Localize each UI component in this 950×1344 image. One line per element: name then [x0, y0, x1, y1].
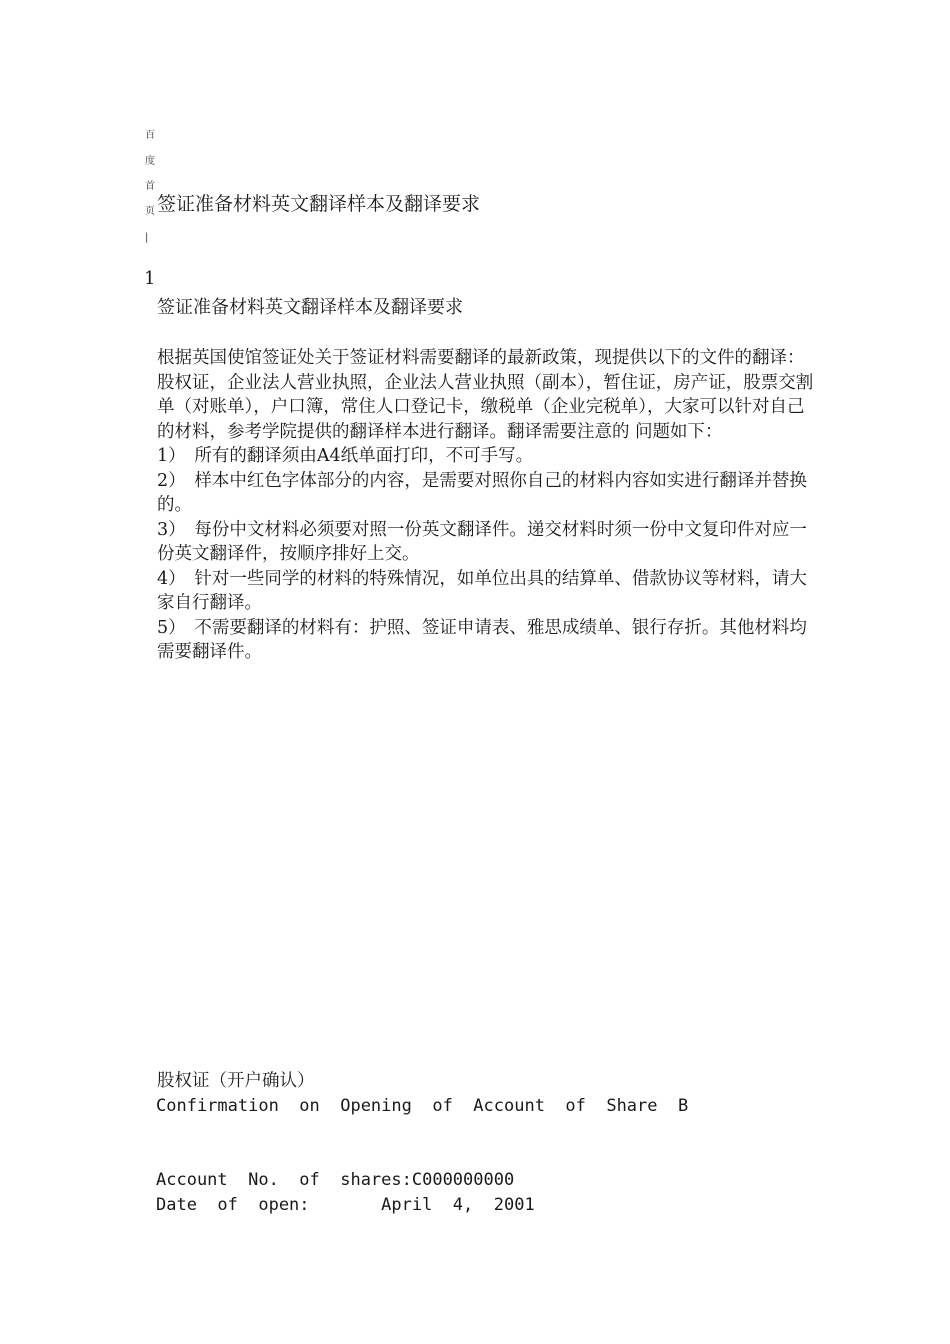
document-title: 签证准备材料英文翻译样本及翻译要求: [157, 297, 463, 318]
sample-en-title: Confirmation on Opening of Account of Share B: [156, 1096, 689, 1116]
header-title: 签证准备材料英文翻译样本及翻译要求: [157, 193, 481, 215]
sidebar-char-1[interactable]: 百: [145, 130, 155, 141]
sample-date-line: Date of open: April 4, 2001: [156, 1195, 535, 1215]
page-number: 1: [144, 268, 156, 289]
sidebar-divider: |: [145, 232, 149, 243]
sidebar-char-2[interactable]: 度: [145, 156, 155, 167]
list-item-1: 1） 所有的翻译须由A4纸单面打印，不可手写。: [157, 446, 534, 466]
sample-account-line: Account No. of shares:C000000000: [156, 1170, 515, 1190]
list-item-3: 3） 每份中文材料必须要对照一份英文翻译件。递交材料时须一份中文复印件对应一份英文翻译件，按顺序排好上交。: [157, 519, 807, 564]
intro-paragraph: 根据英国使馆签证处关于签证材料需要翻译的最新政策，现提供以下的文件的翻译：股权证，企业法人营业执照，企业法人营业执照（副本），暂住证，房产证，股票交割单（对账单），户口簿，常住人口登记卡，缴税单（企业完税单），大家可以针对自己的材料，参考学院提供的翻译样本进行翻译。翻译需要注意的 问题如下：: [157, 348, 814, 442]
list-item-4: 4） 针对一些同学的材料的特殊情况，如单位出具的结算单、借款协议等材料，请大家自行翻译。: [157, 568, 807, 613]
list-item-2: 2） 样本中红色字体部分的内容，是需要对照你自己的材料内容如实进行翻译并替换的。: [157, 470, 807, 515]
document-body: [157, 346, 817, 665]
sidebar-char-3[interactable]: 首: [145, 181, 155, 192]
sample-cn-title: 股权证（开户确认）: [157, 1071, 315, 1091]
sidebar-char-4[interactable]: 页: [145, 206, 155, 217]
list-item-5: 5） 不需要翻译的材料有：护照、签证申请表、雅思成绩单、银行存折。其他材料均需要翻译件。: [157, 617, 807, 662]
